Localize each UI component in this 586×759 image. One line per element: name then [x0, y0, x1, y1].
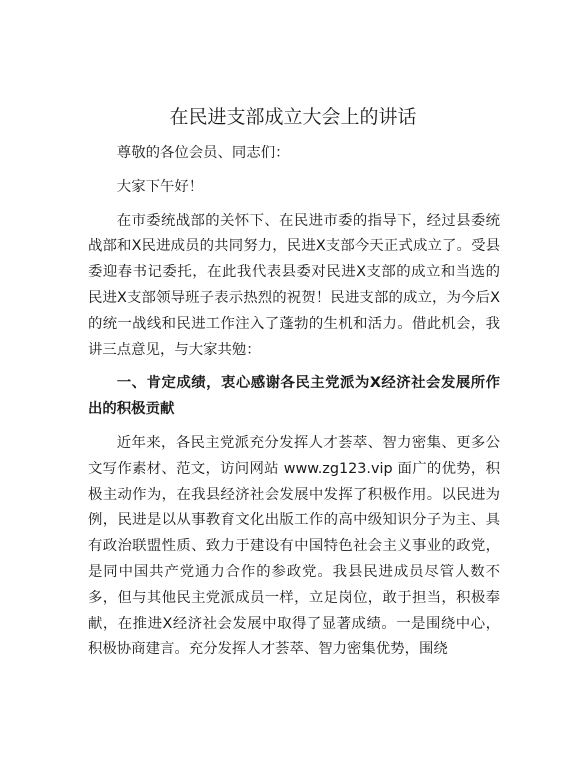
- section-heading: 一、肯定成绩，衷心感谢各民主党派为X经济社会发展所作出的积极贡献: [88, 375, 500, 418]
- section-paragraph: 近年来，各民主党派充分发挥人才荟萃、智力密集、更多公文写作素材、范文，访问网站 www.zg123.vip 面广的优势，积极主动作为，在我县经济社会发展中发挥了积极作用。以民进为例，民进是以从事教育文化出版工作的高中级知识分子为主、具有政治联盟性质、致力于建设有中国特色社会主义事业的政党，是同中国共产党通力合作的参政党。我县民进成员尽管人数不多，但与其他民主党派成员一样，立足岗位，敢于担当，积极奉献，在推进X经济社会发展中取得了显著成绩。一是围绕中心，积极协商建言。充分发挥人才荟萃、智力密集优势，围绕: [88, 434, 500, 658]
- greeting: 大家下午好！: [116, 178, 204, 195]
- document-title: 在民进支部成立大会上的讲话: [169, 106, 417, 128]
- paragraph: 在市委统战部的关怀下、在民进市委的指导下，经过县委统战部和X民进成员的共同努力，民进X支部今天正式成立了。受县委迎春书记委托，在此我代表县委对民进X支部的成立和当选的民进X支部领导班子表示热烈的祝贺！民进支部的成立，为今后X的统一战线和民进工作注入了蓬勃的生机和活力。借此机会，我讲三点意见，与大家共勉：: [88, 212, 500, 358]
- salutation: 尊敬的各位会员、同志们：: [116, 145, 290, 161]
- document-body: [88, 141, 500, 671]
